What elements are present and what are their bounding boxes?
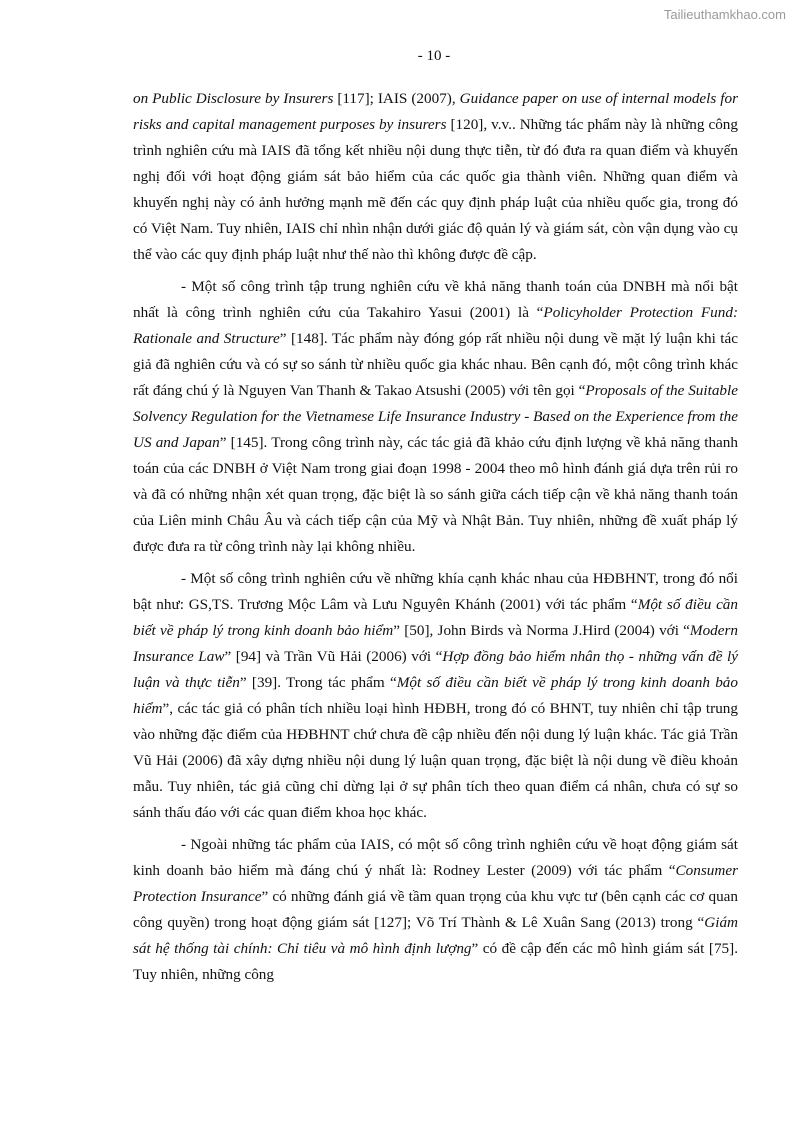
paragraph: [133, 566, 738, 826]
paragraph: [133, 832, 738, 988]
watermark: Tailieuthamkhao.com: [663, 7, 786, 22]
page-number: - 10 -: [417, 48, 451, 64]
italic-text: Consumer Protection Insurance: [133, 862, 738, 905]
text-run: - Một số công trình nghiên cứu về những khía cạnh khác nhau của HĐBHNT, trong đó nổi bật như: GS,TS. Trương Mộc Lâm và Lưu Nguyên Khánh (2001) với tác phẩm “: [133, 570, 738, 613]
paragraph: [133, 274, 738, 560]
paragraph: [133, 86, 738, 268]
text-run: [117]; IAIS (2007),: [333, 90, 460, 107]
text-run: ” [148]. Tác phẩm này đóng góp rất nhiều nội dung về mặt lý luận khi tác giả đã nghiên cứu và có sự so sánh từ nhiều quốc gia khác nhau. Bên cạnh đó, một công trình khác rất đáng chú ý là Nguyen Van Thanh & Takao Atsushi (2005) với tên gọi “: [133, 330, 738, 399]
text-run: ” có những đánh giá về tầm quan trọng của khu vực tư (bên cạnh các cơ quan công quyền) trong hoạt động giám sát [127]; Võ Trí Thành & Lê Xuân Sang (2013) trong “: [133, 888, 739, 931]
italic-text: Hợp đồng bảo hiểm nhân thọ - những vấn đề lý luận và thực tiễn: [133, 648, 739, 691]
italic-text: Policyholder Protection Fund: Rationale and Structure: [133, 304, 739, 347]
text-run: ” [145]. Trong công trình này, các tác giả đã khảo cứu định lượng về khả năng thanh toán của các DNBH ở Việt Nam trong giai đoạn 1998 - 2004 theo mô hình đánh giá dựa trên rủi ro và đã có những nhận xét quan trọng, đặc biệt là so sánh giữa cách tiếp cận về khả năng thanh toán của Liên minh Châu Âu và cách tiếp cận của Mỹ và Nhật Bản. Tuy nhiên, những đề xuất pháp lý được đưa ra từ công trình này lại không nhiều.: [133, 434, 738, 555]
text-run: - Ngoài những tác phẩm của IAIS, có một số công trình nghiên cứu về hoạt động giám sát kinh doanh bảo hiểm mà đáng chú ý nhất là: Rodney Lester (2009) với tác phẩm “: [133, 836, 738, 879]
italic-text: Modern Insurance Law: [133, 622, 739, 665]
body-text: [133, 86, 738, 994]
italic-text: Giám sát hệ thống tài chính: Chỉ tiêu và mô hình định lượng: [133, 914, 738, 957]
italic-text: Một số điều cần biết về pháp lý trong kinh doanh bảo hiểm: [133, 596, 738, 639]
italic-text: Proposals of the Suitable Solvency Regulation for the Vietnamese Life Insurance Industry - Based on the Experience from the US and Japan: [133, 382, 738, 451]
text-run: [120], v.v.. Những tác phẩm này là những công trình nghiên cứu mà IAIS đã tổng kết nhiều nội dung thực tiễn, từ đó đưa ra quan điểm và khuyến nghị đối với hoạt động giám sát bảo hiểm của các quốc gia thành viên. Những quan điểm và khuyến nghị này có ảnh hưởng mạnh mẽ đến các quy định pháp luật của nhiều quốc gia, trong đó có Việt Nam. Tuy nhiên, IAIS chỉ nhìn nhận dưới giác độ quản lý và giám sát, còn vận dụng vào cụ thể vào các quy định pháp luật như thế nào thì không được đề cập.: [133, 116, 738, 263]
text-run: ”, các tác giả có phân tích nhiều loại hình HĐBH, trong đó có BHNT, tuy nhiên chỉ tập trung vào những đặc điểm của HĐBHNT chứ chưa đề cập nhiều đến nội dung lý luận khác. Tác giả Trần Vũ Hải (2006) đã xây dựng nhiều nội dung lý luận quan trọng, đặc biệt là nội dung về điều khoản mẫu. Tuy nhiên, tác giả cũng chỉ dừng lại ở sự phân tích theo quan điểm cá nhân, chưa có sự so sánh thấu đáo với các quan điểm khoa học khác.: [133, 700, 738, 821]
italic-text: on Public Disclosure by Insurers: [133, 90, 334, 107]
text-run: - Một số công trình tập trung nghiên cứu về khả năng thanh toán của DNBH mà nổi bật nhất là công trình nghiên cứu của Takahiro Yasui (2001) là “: [133, 278, 738, 321]
italic-text: Guidance paper on use of internal models for risks and capital management purposes by insurers: [133, 90, 738, 133]
italic-text: Một số điều cần biết về pháp lý trong kinh doanh bảo hiểm: [133, 674, 738, 717]
text-run: ” có đề cập đến các mô hình giám sát [75]. Tuy nhiên, những công: [133, 940, 738, 983]
text-run: ” [39]. Trong tác phẩm “: [239, 674, 397, 691]
text-run: ” [50], John Birds và Norma J.Hird (2004) với “: [393, 622, 690, 639]
text-run: ” [94] và Trần Vũ Hải (2006) với “: [224, 648, 443, 665]
